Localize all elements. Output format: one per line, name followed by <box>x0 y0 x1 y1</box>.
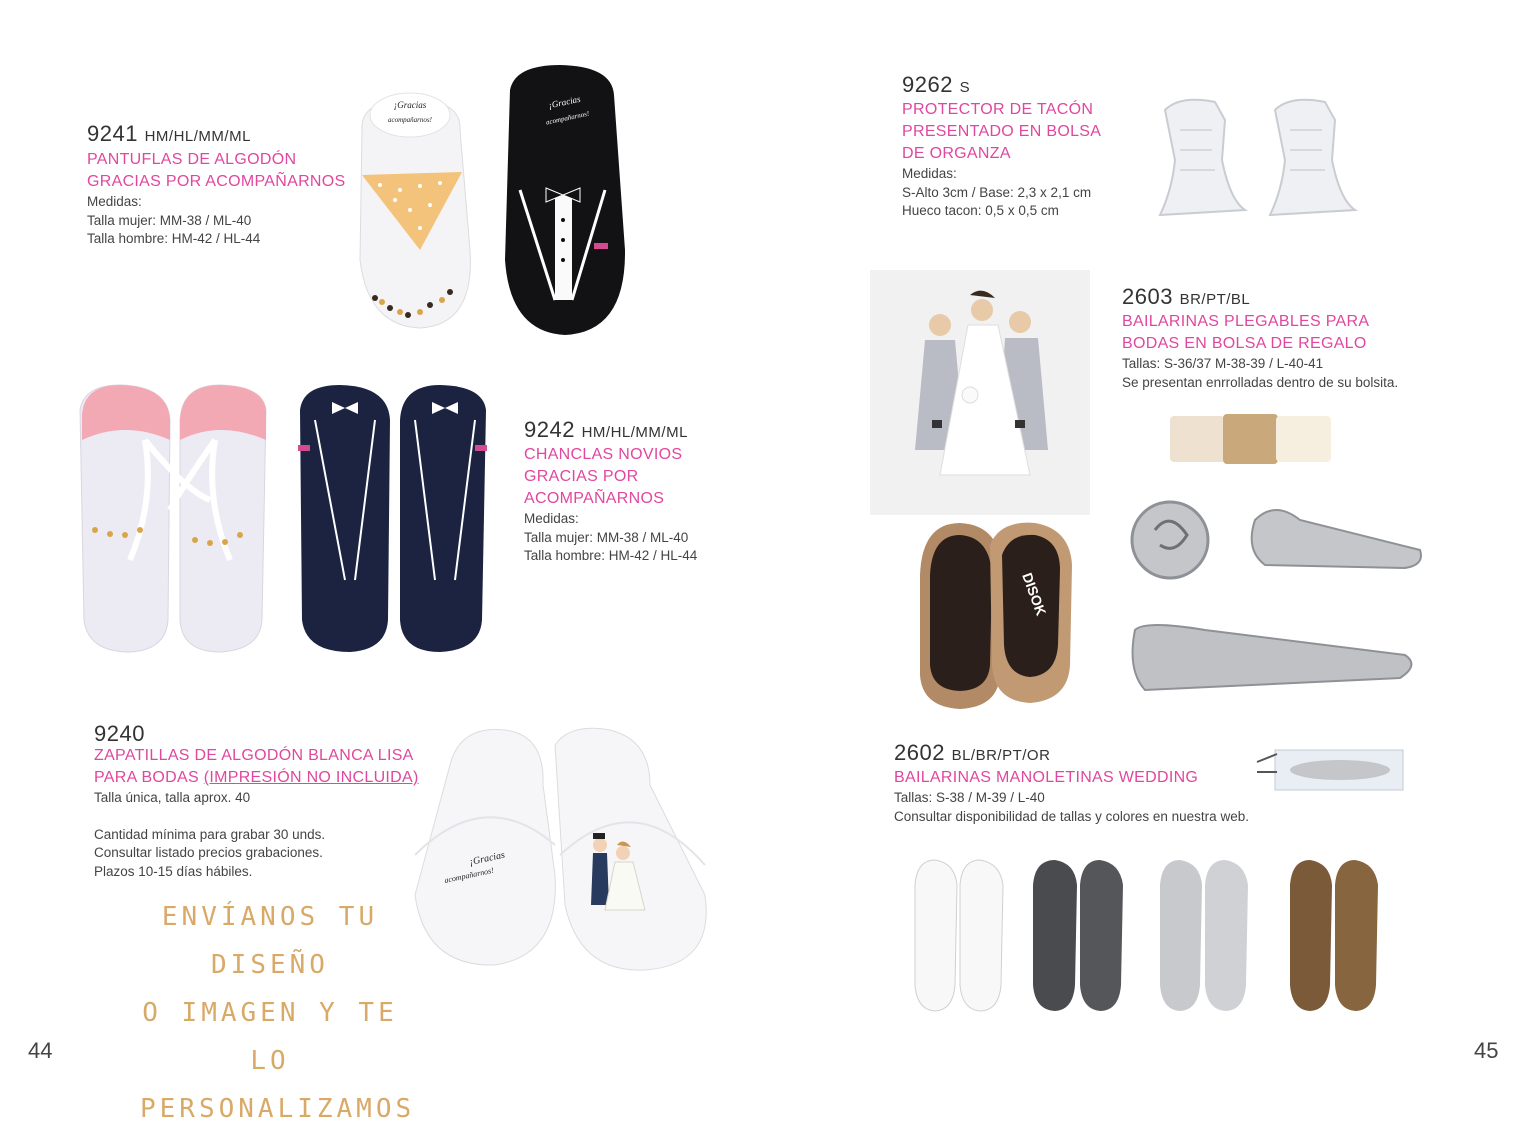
product-code <box>87 123 357 148</box>
product-details <box>524 510 764 566</box>
detail-line: Se presentan enrrolladas dentro de su bolsita. <box>1122 374 1399 390</box>
title-line: BAILARINAS PLEGABLES PARA <box>1122 313 1370 330</box>
product-9241-text <box>87 123 357 249</box>
detail-line: Tallas: S-38 / M-39 / L-40 <box>894 790 1045 805</box>
code-number: 2603 <box>1122 284 1173 309</box>
title-line: PRESENTADO EN BOLSA <box>902 123 1102 140</box>
slipper-print: ¡Gracias <box>393 100 427 110</box>
title-line: ACOMPAÑARNOS <box>524 490 665 507</box>
code-suffix: BR/PT/BL <box>1179 291 1251 308</box>
detail-line: Medidas: <box>524 511 579 526</box>
detail-line: Talla mujer: MM-38 / ML-40 <box>524 529 689 545</box>
title-line: BAILARINAS MANOLETINAS WEDDING <box>894 769 1199 786</box>
slipper-print: ¡Gracias <box>468 849 506 868</box>
silver-rolled-ballerinas-image <box>1125 480 1435 700</box>
title-line: CHANCLAS NOVIOS <box>524 446 683 463</box>
code-suffix: HM/HL/MM/ML <box>144 128 251 145</box>
handwritten-note <box>140 893 416 1133</box>
handwritten-line: ENVÍANOS TU DISEÑO <box>161 902 379 980</box>
bridal-party-photo <box>870 270 1090 515</box>
page-number-left: 44 <box>28 1038 53 1063</box>
title-line: ZAPATILLAS DE ALGODÓN BLANCA LISA <box>94 747 414 764</box>
title-underlined-part: (IMPRESIÓN NO INCLUIDA) <box>203 769 419 786</box>
detail-line: Consultar disponibilidad de tallas y colores en nuestra web. <box>894 808 1249 824</box>
handwritten-line: LO PERSONALIZAMOS <box>140 1046 416 1124</box>
product-code <box>94 723 424 745</box>
page-number-right: 45 <box>1474 1038 1499 1063</box>
product-title <box>87 149 357 193</box>
heel-protectors-image <box>1150 90 1390 230</box>
detail-line: Talla única, talla aprox. 40 <box>94 790 251 805</box>
product-9240-text <box>94 723 424 881</box>
detail-line <box>94 808 424 826</box>
detail-line: Hueco tacon: 0,5 x 0,5 cm <box>902 203 1059 218</box>
slipper-print: ¡Gracias <box>547 93 582 111</box>
product-9242-text <box>524 419 764 566</box>
code-number: 9241 <box>87 121 138 146</box>
packaged-ballerinas-image <box>1255 742 1405 797</box>
product-title <box>94 745 424 789</box>
detail-line: Talla mujer: MM-38 / ML-40 <box>87 212 252 228</box>
product-details <box>894 789 1314 826</box>
product-2603-text <box>1122 286 1442 392</box>
slipper-print: acompañarnos! <box>443 865 495 885</box>
product-title <box>894 767 1314 789</box>
handwritten-line: O IMAGEN Y TE <box>142 998 398 1028</box>
product-details <box>1122 355 1442 392</box>
ballerina-colors-image <box>905 855 1405 1015</box>
detail-line: Consultar listado precios grabaciones. <box>94 845 323 860</box>
product-code <box>524 419 764 444</box>
product-code <box>894 742 1314 767</box>
code-number: 9262 <box>902 72 953 97</box>
code-suffix: HM/HL/MM/ML <box>581 424 688 441</box>
gift-bags-image <box>1168 410 1333 470</box>
product-code <box>902 74 1142 99</box>
product-details <box>902 165 1142 221</box>
detail-line: Talla hombre: HM-42 / HL-44 <box>524 548 698 563</box>
product-details <box>94 789 424 881</box>
product-details <box>87 193 357 249</box>
title-line: GRACIAS POR ACOMPAÑARNOS <box>87 173 346 190</box>
code-number: 9240 <box>94 721 145 746</box>
brand-logo: DISOK <box>1019 570 1050 618</box>
slipper-print: acompañarnos! <box>388 116 432 124</box>
detail-line: Talla hombre: HM-42 / HL-44 <box>87 231 261 246</box>
title-line: PROTECTOR DE TACÓN <box>902 101 1094 118</box>
slippers-9241-image <box>350 60 650 345</box>
product-2602-text <box>894 742 1314 826</box>
code-suffix: BL/BR/PT/OR <box>951 747 1051 764</box>
product-title <box>902 99 1142 165</box>
detail-line: Medidas: <box>87 194 142 209</box>
detail-line: Plazos 10-15 días hábiles. <box>94 863 253 879</box>
product-code <box>1122 286 1442 311</box>
code-number: 2602 <box>894 740 945 765</box>
detail-line: S-Alto 3cm / Base: 2,3 x 2,1 cm <box>902 184 1092 200</box>
bronze-ballerinas-image <box>910 515 1090 715</box>
title-line: BODAS EN BOLSA DE REGALO <box>1122 335 1367 352</box>
title-line <box>94 767 424 789</box>
product-title <box>524 444 764 510</box>
title-part: PARA BODAS <box>94 769 204 786</box>
slippers-9240-image <box>405 725 715 975</box>
slipper-print: acompañarnos! <box>545 109 590 127</box>
title-line: DE ORGANZA <box>902 145 1011 162</box>
product-title <box>1122 311 1442 355</box>
detail-line: Tallas: S-36/37 M-38-39 / L-40-41 <box>1122 356 1324 371</box>
title-line: GRACIAS POR <box>524 468 639 485</box>
code-number: 9242 <box>524 417 575 442</box>
title-line: PANTUFLAS DE ALGODÓN <box>87 151 297 168</box>
flipflops-9242-image <box>70 380 510 660</box>
code-suffix: S <box>959 79 971 96</box>
detail-line: Medidas: <box>902 166 957 181</box>
detail-line: Cantidad mínima para grabar 30 unds. <box>94 826 326 842</box>
product-9262-text <box>902 74 1142 221</box>
